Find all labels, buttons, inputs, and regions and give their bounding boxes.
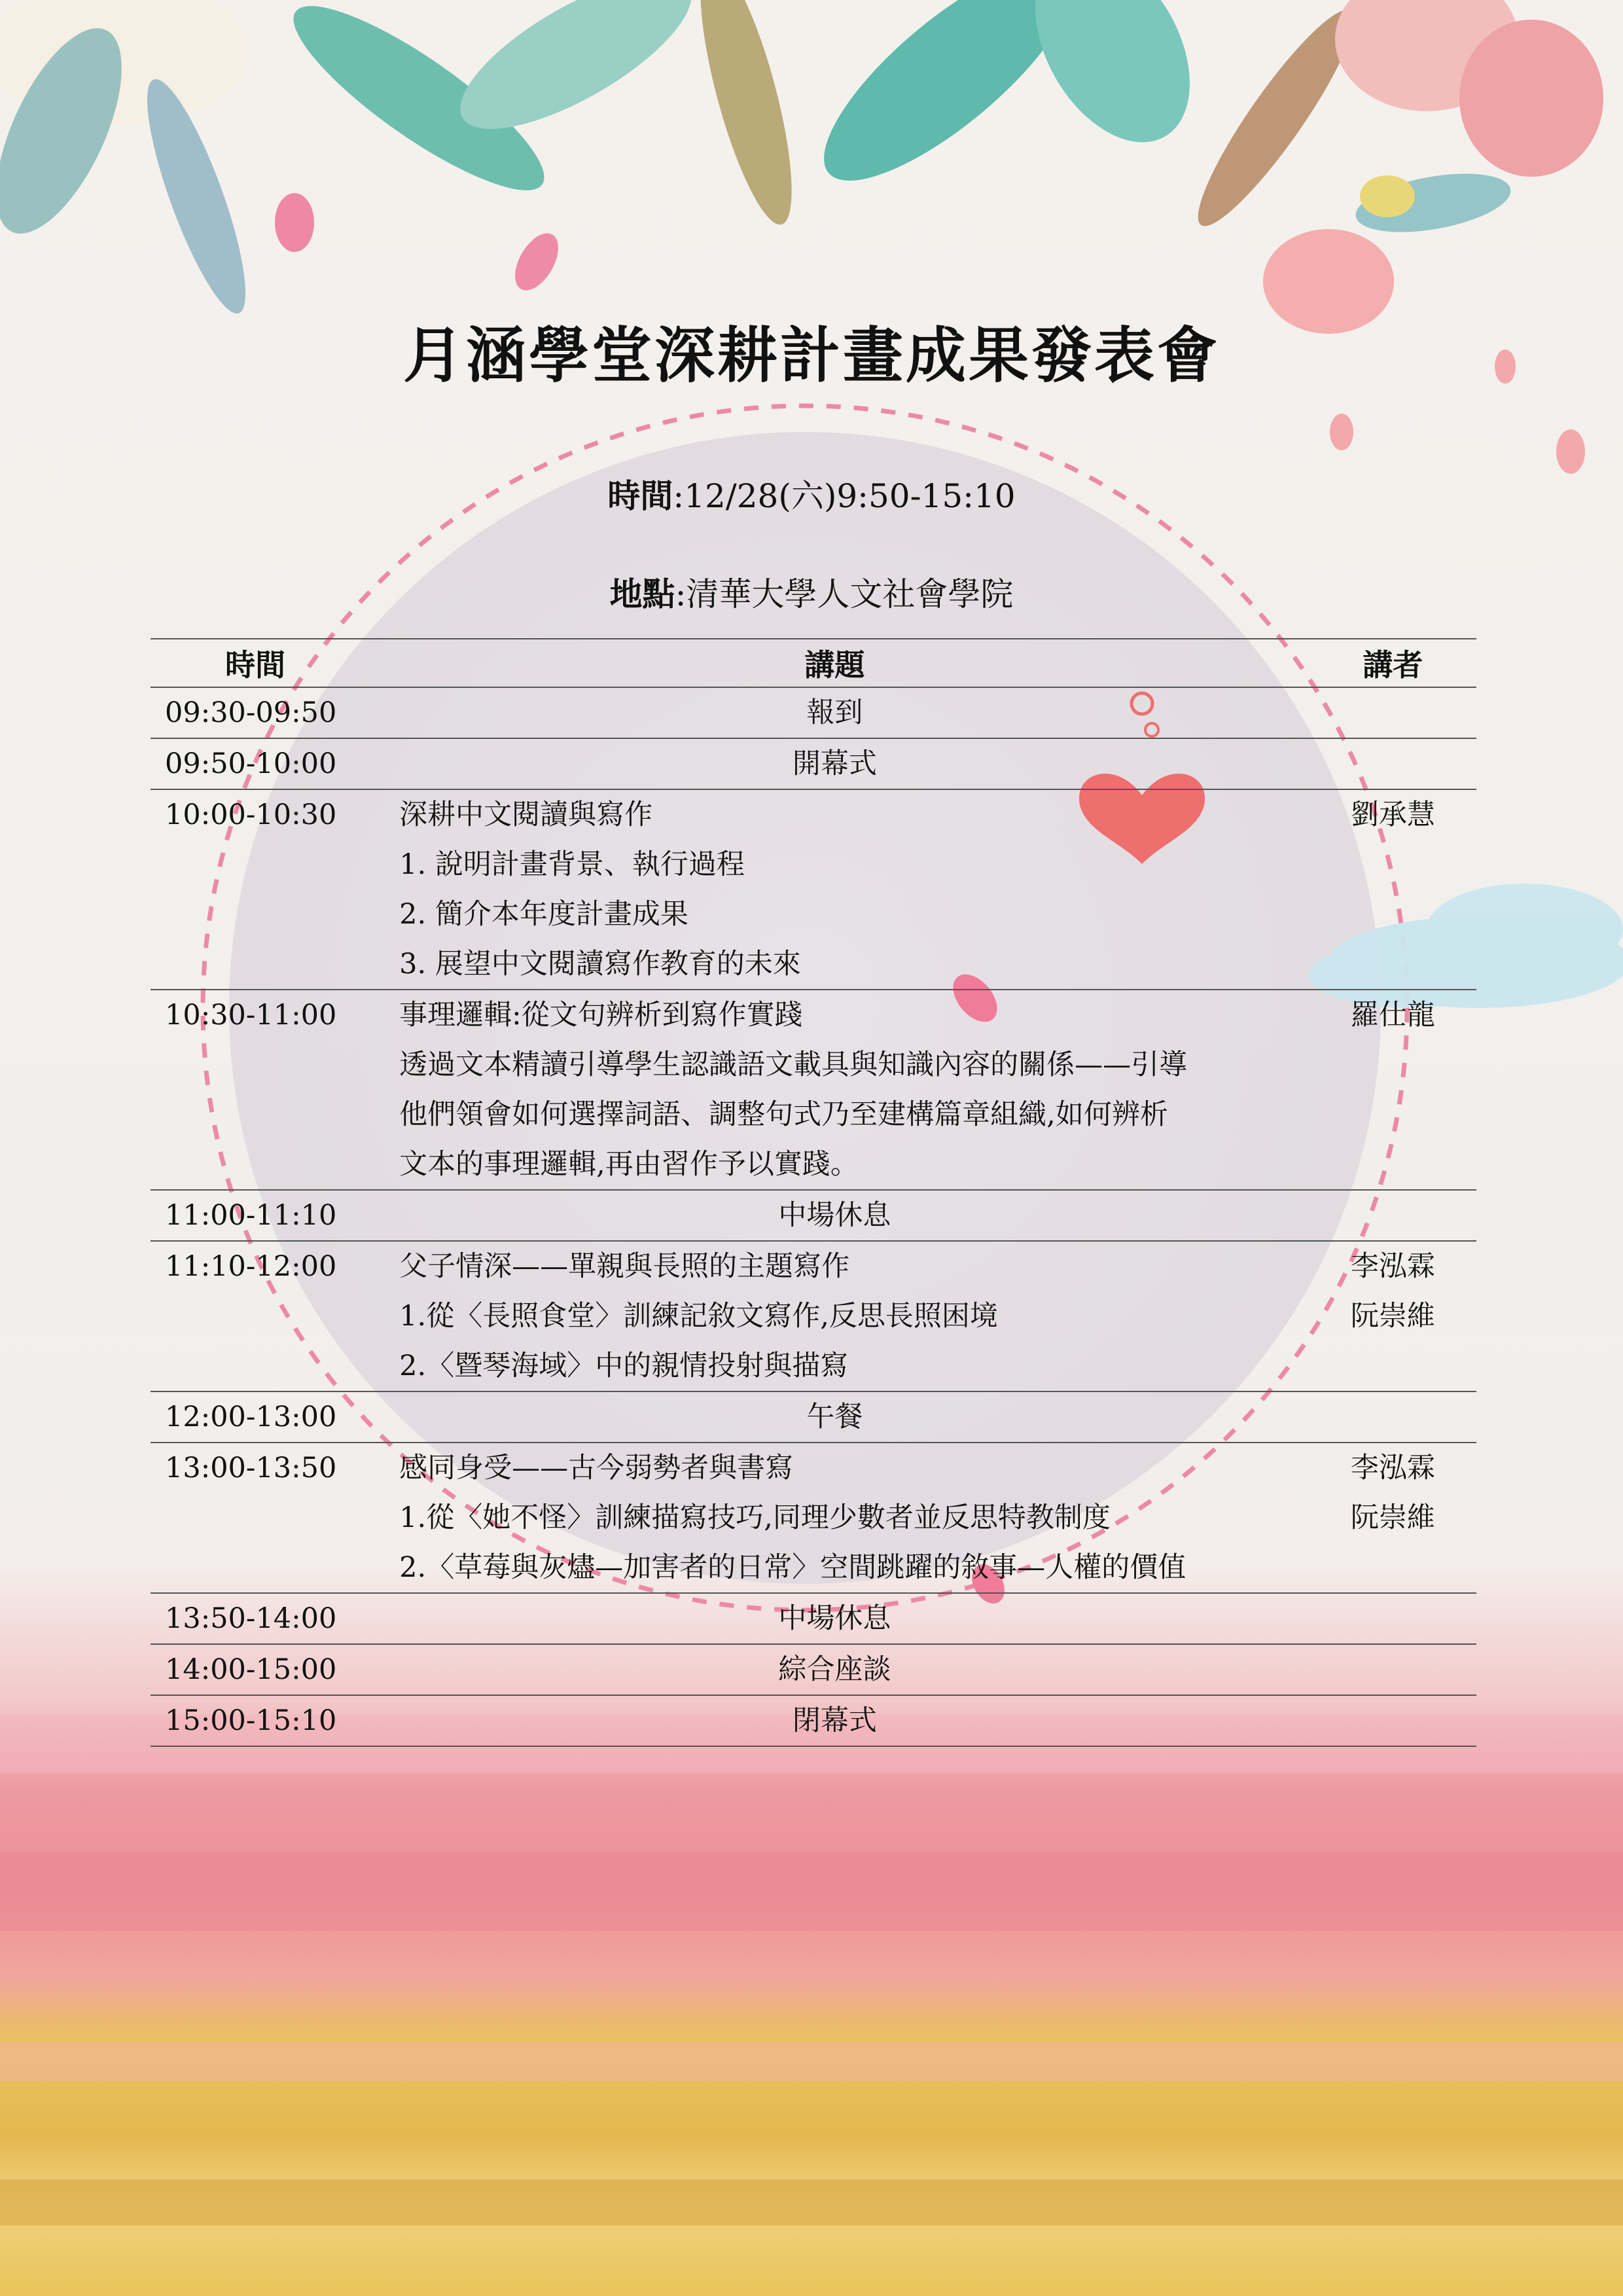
row-topic-line: 文本的事理邏輯,再由習作予以實踐。 [399, 1148, 859, 1181]
row-speaker [1310, 1644, 1476, 1695]
row-topic-line: 1. 說明計畫背景、執行過程 [399, 848, 745, 881]
row-time-text: 11:10-12:00 [165, 1250, 337, 1283]
row-topic-title: 中場休息 [778, 1602, 891, 1635]
row-topic [360, 789, 1309, 990]
row-topic-lines [360, 1242, 1309, 1391]
row-time [151, 990, 360, 1190]
row-topic [360, 1695, 1309, 1746]
row-topic-heading: 深耕中文閱讀與寫作 [399, 798, 653, 831]
top-leaves [0, 0, 1603, 474]
row-time-text: 10:00-10:30 [165, 798, 337, 831]
row-topic [360, 1391, 1309, 1443]
agenda-row [151, 1190, 1476, 1241]
event-time [0, 470, 1623, 517]
row-time [151, 789, 360, 990]
row-topic-title: 中場休息 [778, 1199, 891, 1232]
watercolor-bands [0, 1715, 1623, 2225]
row-topic-line: 2.〈草莓與灰燼—加害者的日常〉空間跳躍的敘事—人權的價值 [399, 1551, 1186, 1584]
speaker-name: 李泓霖 [1350, 1250, 1435, 1283]
row-topic-line: 透過文本精讀引導學生認識語文載具與知識內容的關係——引導 [399, 1049, 1188, 1081]
row-topic-line: 2.〈暨琴海域〉中的親情投射與描寫 [399, 1350, 849, 1382]
agenda-body [151, 687, 1476, 1746]
row-speaker [1310, 1190, 1476, 1241]
agenda-row [151, 687, 1476, 738]
row-topic-title: 報到 [806, 696, 863, 729]
row-time-text: 11:00-11:10 [165, 1199, 337, 1232]
row-time [151, 738, 360, 789]
row-topic-lines [360, 790, 1309, 989]
event-title: 月涵學堂深耕計畫成果發表會 [402, 321, 1220, 391]
row-time-text: 09:30-09:50 [165, 696, 337, 729]
header-time: 時間 [151, 639, 360, 687]
row-topic-heading: 事理邏輯:從文句辨析到寫作實踐 [399, 999, 803, 1031]
row-topic [360, 1190, 1309, 1241]
row-time-text: 14:00-15:00 [165, 1653, 337, 1686]
speaker-name: 劉承慧 [1350, 798, 1435, 831]
agenda-row [151, 1593, 1476, 1644]
row-speaker [1310, 738, 1476, 789]
row-topic [360, 990, 1309, 1190]
row-topic [360, 1644, 1309, 1695]
row-topic-title: 午餐 [806, 1401, 863, 1433]
speaker-name: 李泓霖 [1350, 1452, 1435, 1484]
row-topic [360, 1443, 1309, 1593]
agenda-row [151, 1391, 1476, 1443]
row-speaker [1310, 1695, 1476, 1746]
row-topic-line: 他們領會如何選擇詞語、調整句式乃至建構篇章組織,如何辨析 [399, 1098, 1168, 1131]
row-speaker [1310, 1593, 1476, 1644]
row-topic-heading: 父子情深——單親與長照的主題寫作 [399, 1250, 850, 1283]
agenda-row [151, 1443, 1476, 1593]
agenda-row [151, 1695, 1476, 1746]
row-topic-line: 3. 展望中文閱讀寫作教育的未來 [399, 948, 801, 980]
row-time [151, 1593, 360, 1644]
row-speaker [1310, 687, 1476, 738]
header-topic: 講題 [360, 639, 1309, 687]
agenda-row [151, 990, 1476, 1190]
time-value: :12/28(六)9:50-15:10 [673, 477, 1016, 515]
row-speaker [1310, 1443, 1476, 1593]
row-topic-title: 綜合座談 [778, 1653, 891, 1686]
header-speaker: 講者 [1310, 639, 1476, 687]
row-time-text: 13:50-14:00 [165, 1602, 337, 1635]
row-topic [360, 738, 1309, 789]
agenda-table [151, 638, 1476, 1747]
agenda-row [151, 1241, 1476, 1391]
row-time-text: 15:00-15:10 [165, 1704, 337, 1737]
row-topic-heading: 感同身受——古今弱勢者與書寫 [399, 1452, 794, 1484]
speaker-name: 阮崇維 [1350, 1501, 1435, 1534]
row-topic [360, 1241, 1309, 1391]
row-topic [360, 1593, 1309, 1644]
row-topic-lines [360, 1443, 1309, 1592]
row-speaker [1310, 1391, 1476, 1443]
row-topic-line: 1.從〈長照食堂〉訓練記敘文寫作,反思長照困境 [399, 1300, 998, 1333]
time-label: 時間 [607, 477, 673, 515]
row-speaker [1310, 1241, 1476, 1391]
row-time-text: 13:00-13:50 [165, 1452, 337, 1484]
agenda-header-row [151, 639, 1476, 687]
row-time-text: 10:30-11:00 [165, 999, 337, 1031]
row-time [151, 1241, 360, 1391]
place-label: 地點 [609, 575, 675, 613]
row-time [151, 1644, 360, 1695]
row-time [151, 687, 360, 738]
row-time [151, 1391, 360, 1443]
agenda-row [151, 1644, 1476, 1695]
row-time-text: 12:00-13:00 [165, 1401, 337, 1433]
speaker-name: 羅仕龍 [1350, 999, 1435, 1031]
row-topic-line: 2. 簡介本年度計畫成果 [399, 898, 688, 931]
event-place [0, 568, 1623, 615]
row-topic-title: 閉幕式 [792, 1704, 877, 1737]
agenda-row [151, 738, 1476, 789]
place-value: :清華大學人文社會學院 [675, 575, 1014, 613]
row-topic-line: 1.從〈她不怪〉訓練描寫技巧,同理少數者並反思特教制度 [399, 1501, 1111, 1534]
agenda-row [151, 789, 1476, 990]
row-topic-lines [360, 990, 1309, 1189]
row-time [151, 1190, 360, 1241]
row-time [151, 1695, 360, 1746]
row-speaker [1310, 990, 1476, 1190]
row-time-text: 09:50-10:00 [165, 747, 337, 780]
row-topic [360, 687, 1309, 738]
speaker-name: 阮崇維 [1350, 1300, 1435, 1333]
row-topic-title: 開幕式 [792, 747, 877, 780]
row-time [151, 1443, 360, 1593]
row-speaker [1310, 789, 1476, 990]
